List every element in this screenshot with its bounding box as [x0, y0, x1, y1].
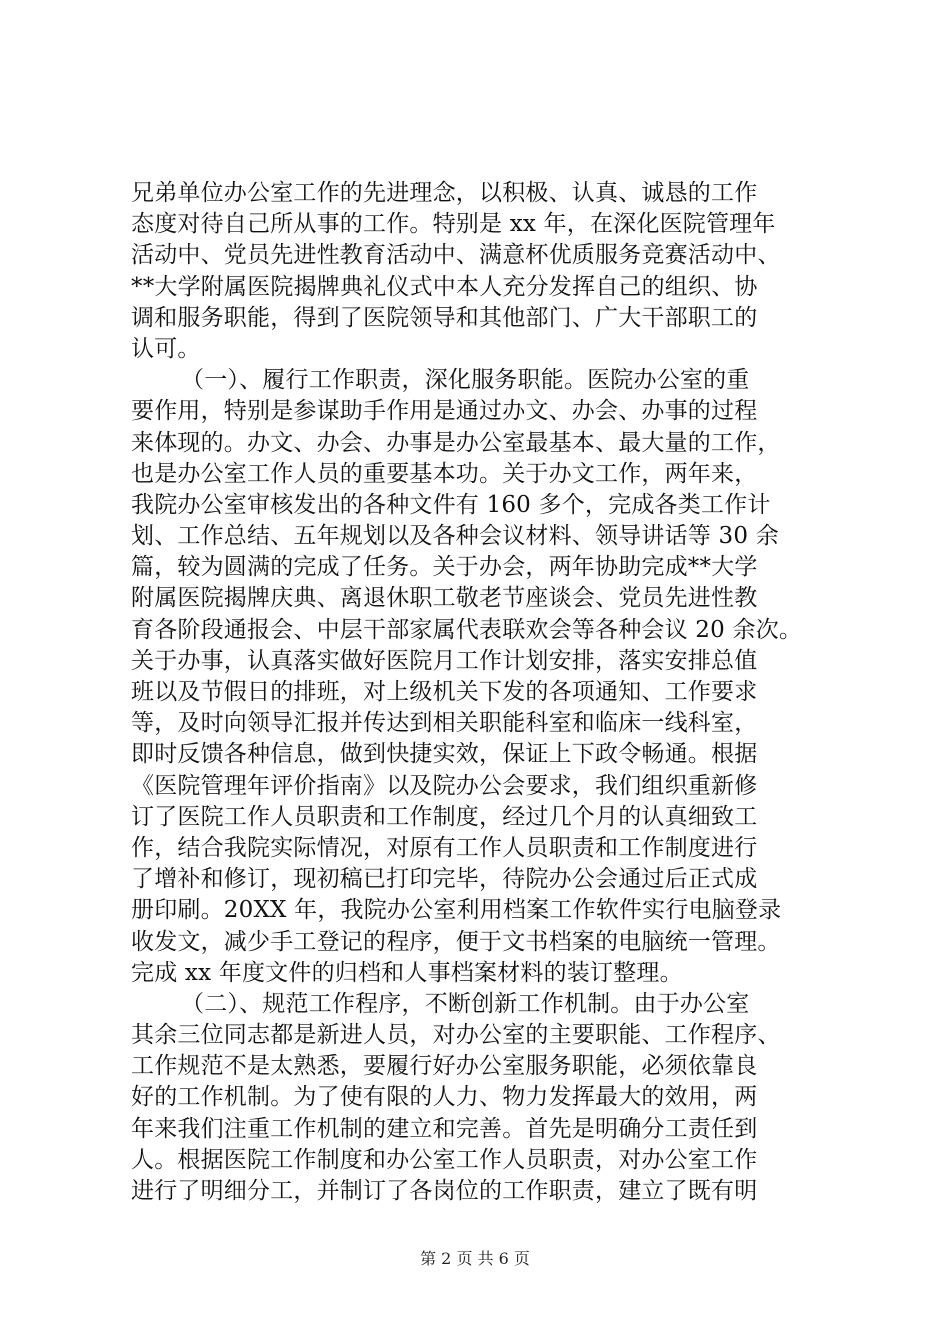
text-line: 年来我们注重工作机制的建立和完善。首先是明确分工责任到: [131, 1115, 758, 1142]
text-line: 活动中、党员先进性教育活动中、满意杯优质服务竞赛活动中、: [131, 242, 781, 269]
text-line: 来体现的。办文、办会、办事是办公室最基本、最大量的工作，: [131, 429, 781, 456]
text-line: 作，结合我院实际情况，对原有工作人员职责和工作制度进行: [131, 834, 758, 861]
page-number-footer: 第 2 页 共 6 页: [420, 1249, 530, 1268]
text-line: 也是办公室工作人员的重要基本功。关于办文工作，两年来，: [131, 460, 758, 487]
text-line: 收发文，减少手工登记的程序，便于文书档案的电脑统一管理。: [131, 928, 781, 955]
text-line: 进行了明细分工，并制订了各岗位的工作职责，建立了既有明: [131, 1178, 758, 1204]
text-line: 兄弟单位办公室工作的先进理念，以积极、认真、诚恳的工作: [131, 180, 758, 206]
text-line: 关于办事，认真落实做好医院月工作计划安排，落实安排总值: [131, 647, 758, 674]
text-line: 育各阶段通报会、中层干部家属代表联欢会等各种会议 20 余次。: [131, 616, 803, 643]
text-line: 《医院管理年评价指南》以及院办公会要求，我们组织重新修: [131, 772, 758, 799]
text-line: 册印刷。20XX 年，我院办公室利用档案工作软件实行电脑登录: [131, 897, 782, 924]
text-line: 我院办公室审核发出的各种文件有 160 多个，完成各类工作计: [131, 491, 771, 518]
text-line: 即时反馈各种信息，做到快捷实效，保证上下政令畅通。根据: [131, 741, 758, 768]
document-body: [131, 178, 831, 1207]
text-line: **大学附属医院揭牌典礼仪式中本人充分发挥自己的组织、协: [131, 273, 758, 300]
text-line: 订了医院工作人员职责和工作制度，经过几个月的认真细致工: [131, 803, 758, 830]
text-line: 等，及时向领导汇报并传达到相关职能科室和临床一线科室，: [131, 710, 758, 737]
text-line: 好的工作机制。为了使有限的人力、物力发挥最大的效用，两: [131, 1084, 758, 1111]
text-line: 调和服务职能，得到了医院领导和其他部门、广大干部职工的: [131, 304, 758, 331]
text-line: 要作用，特别是参谋助手作用是通过办文、办会、办事的过程: [131, 398, 758, 425]
text-line: 人。根据医院工作制度和办公室工作人员职责，对办公室工作: [131, 1146, 758, 1173]
paragraph-heading-1: （一）、履行工作职责，深化服务职能。医院办公室的重: [181, 367, 750, 394]
text-line: 态度对待自己所从事的工作。特别是 xx 年，在深化医院管理年: [131, 211, 776, 238]
text-line: 了增补和修订，现初稿已打印完毕，待院办公会通过后正式成: [131, 866, 758, 893]
paragraph-heading-2: （二）、规范工作程序，不断创新工作机制。由于办公室: [181, 990, 750, 1017]
text-line: 完成 xx 年度文件的归档和人事档案材料的装订整理。: [131, 959, 683, 986]
text-line: 认可。: [131, 335, 201, 362]
text-line: 划、工作总结、五年规划以及各种会议材料、领导讲话等 30 余: [131, 523, 779, 550]
text-line: 其余三位同志都是新进人员，对办公室的主要职能、工作程序、: [131, 1022, 781, 1049]
text-line: 班以及节假日的排班，对上级机关下发的各项通知、工作要求: [131, 679, 758, 705]
text-line: 工作规范不是太熟悉，要履行好办公室服务职能，必须依靠良: [131, 1053, 758, 1080]
text-line: 附属医院揭牌庆典、离退休职工敬老节座谈会、党员先进性教: [131, 585, 758, 612]
text-line: 篇，较为圆满的完成了任务。关于办会，两年协助完成**大学: [131, 554, 758, 581]
